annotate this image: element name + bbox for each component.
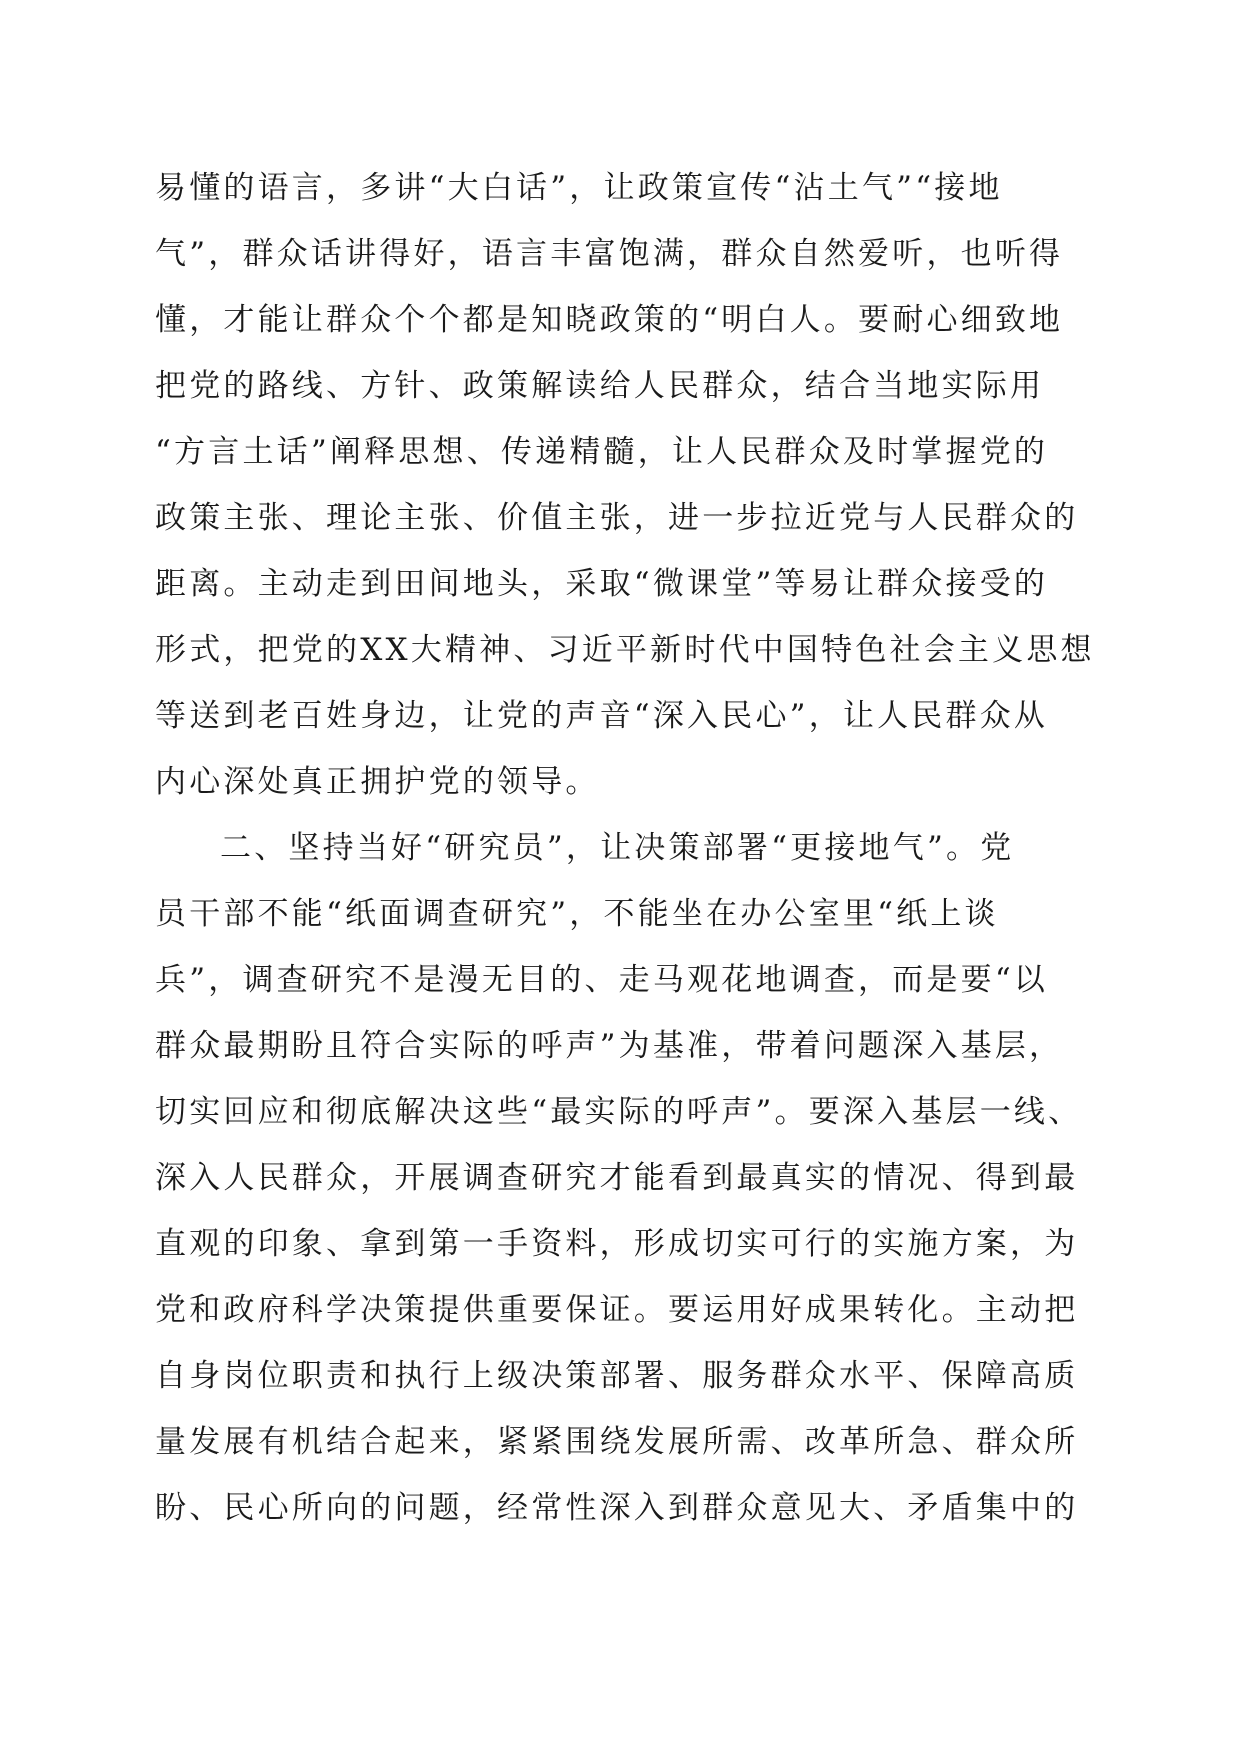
- section-heading-line: 二、坚持当好“研究员”，让决策部署“更接地气”。党: [220, 830, 1015, 866]
- text-line: 懂，才能让群众个个都是知晓政策的“明白人。要耐心细致地: [155, 302, 1064, 338]
- text-line: 距离。主动走到田间地头，采取“微课堂”等易让群众接受的: [155, 566, 1049, 602]
- text-line: 兵”，调查研究不是漫无目的、走马观花地调查，而是要“以: [155, 962, 1049, 998]
- text-line: 等送到老百姓身边，让党的声音“深入民心”，让人民群众从: [155, 698, 1049, 734]
- text-line: 量发展有机结合起来，紧紧围绕发展所需、改革所急、群众所: [155, 1424, 1079, 1460]
- text-line: 深入人民群众，开展调查研究才能看到最真实的情况、得到最: [155, 1160, 1079, 1196]
- text-line: 自身岗位职责和执行上级决策部署、服务群众水平、保障高质: [155, 1358, 1079, 1394]
- text-line: 内心深处真正拥护党的领导。: [155, 764, 600, 800]
- text-line: 易懂的语言，多讲“大白话”，让政策宣传“沾土气”“接地: [155, 170, 1003, 206]
- text-line: 切实回应和彻底解决这些“最实际的呼声”。要深入基层一线、: [155, 1094, 1083, 1130]
- text-line: 政策主张、理论主张、价值主张，进一步拉近党与人民群众的: [155, 500, 1079, 536]
- text-line: 盼、民心所向的问题，经常性深入到群众意见大、矛盾集中的: [155, 1490, 1079, 1526]
- text-line: 把党的路线、方针、政策解读给人民群众，结合当地实际用: [155, 368, 1045, 404]
- text-line: “方言土话”阐释思想、传递精髓，让人民群众及时掌握党的: [155, 434, 1049, 470]
- text-line: 党和政府科学决策提供重要保证。要运用好成果转化。主动把: [155, 1292, 1079, 1328]
- text-line: 员干部不能“纸面调查研究”，不能坐在办公室里“纸上谈: [155, 896, 999, 932]
- text-line: 群众最期盼且符合实际的呼声”为基准，带着问题深入基层，: [155, 1028, 1064, 1064]
- text-line: 形式，把党的XX大精神、习近平新时代中国特色社会主义思想: [155, 632, 1095, 668]
- text-line: 气”，群众话讲得好，语言丰富饱满，群众自然爱听，也听得: [155, 236, 1064, 272]
- text-line: 直观的印象、拿到第一手资料，形成切实可行的实施方案，为: [155, 1226, 1079, 1262]
